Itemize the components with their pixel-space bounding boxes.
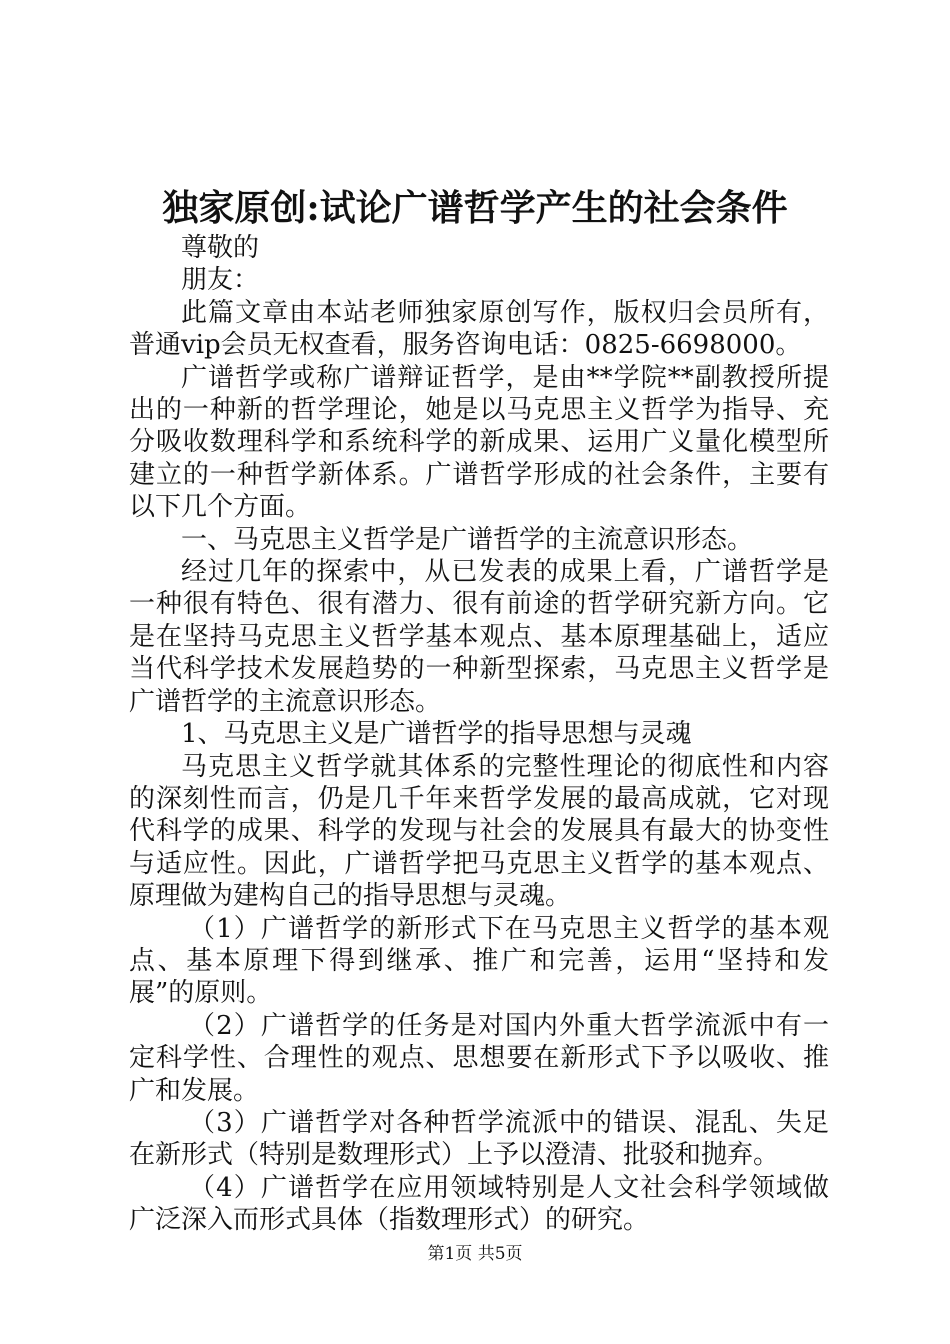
copyright-notice-paragraph: 此篇文章由本站老师独家原创写作，版权归会员所有，普通vip会员无权查看，服务咨询电话：0825-6698000。 [129,297,829,361]
intro-paragraph: 广谱哲学或称广谱辩证哲学，是由**学院**副教授所提出的一种新的哲学理论，她是以马克思主义哲学为指导、充分吸收数理科学和系统科学的新成果、运用广义量化模型所建立的一种哲学新体系。广谱哲学形成的社会条件，主要有以下几个方面。 [129,362,829,523]
document-title: 独家原创:试论广谱哲学产生的社会条件 [162,187,788,229]
list-item-3: （3）广谱哲学对各种哲学流派中的错误、混乱、失足在新形式（特别是数理形式）上予以澄清、批驳和抛弃。 [129,1107,829,1171]
document-body [129,232,829,1237]
list-item-2: （2）广谱哲学的任务是对国内外重大哲学流派中有一定科学性、合理性的观点、思想要在新形式下予以吸收、推广和发展。 [129,1010,829,1106]
body-paragraph: 经过几年的探索中，从已发表的成果上看，广谱哲学是一种很有特色、很有潜力、很有前途的哲学研究新方向。它是在坚持马克思主义哲学基本观点、基本原理基础上，适应当代科学技术发展趋势的一种新型探索，马克思主义哲学是广谱哲学的主流意识形态。 [129,557,829,717]
page-number-footer: 第1页 共5页 [427,1244,523,1264]
salutation-line-1: 尊敬的 [181,233,260,263]
salutation-line-2: 朋友： [181,265,260,296]
subsection-heading-1: 1、马克思主义是广谱哲学的指导思想与灵魂 [181,719,692,750]
list-item-1: （1）广谱哲学的新形式下在马克思主义哲学的基本观点、基本原理下得到继承、推广和完善，运用“坚持和发展”的原则。 [129,913,829,1009]
body-paragraph: 马克思主义哲学就其体系的完整性理论的彻底性和内容的深刻性而言，仍是几千年来哲学发展的最高成就，它对现代科学的成果、科学的发现与社会的发展具有最大的协变性与适应性。因此，广谱哲学把马克思主义哲学的基本观点、原理做为建构自己的指导思想与灵魂。 [129,751,829,912]
section-heading-1: 一、马克思主义哲学是广谱哲学的主流意识形态。 [181,524,754,555]
list-item-4: （4）广谱哲学在应用领域特别是人文社会科学领域做广泛深入而形式具体（指数理形式）的研究。 [129,1172,829,1236]
